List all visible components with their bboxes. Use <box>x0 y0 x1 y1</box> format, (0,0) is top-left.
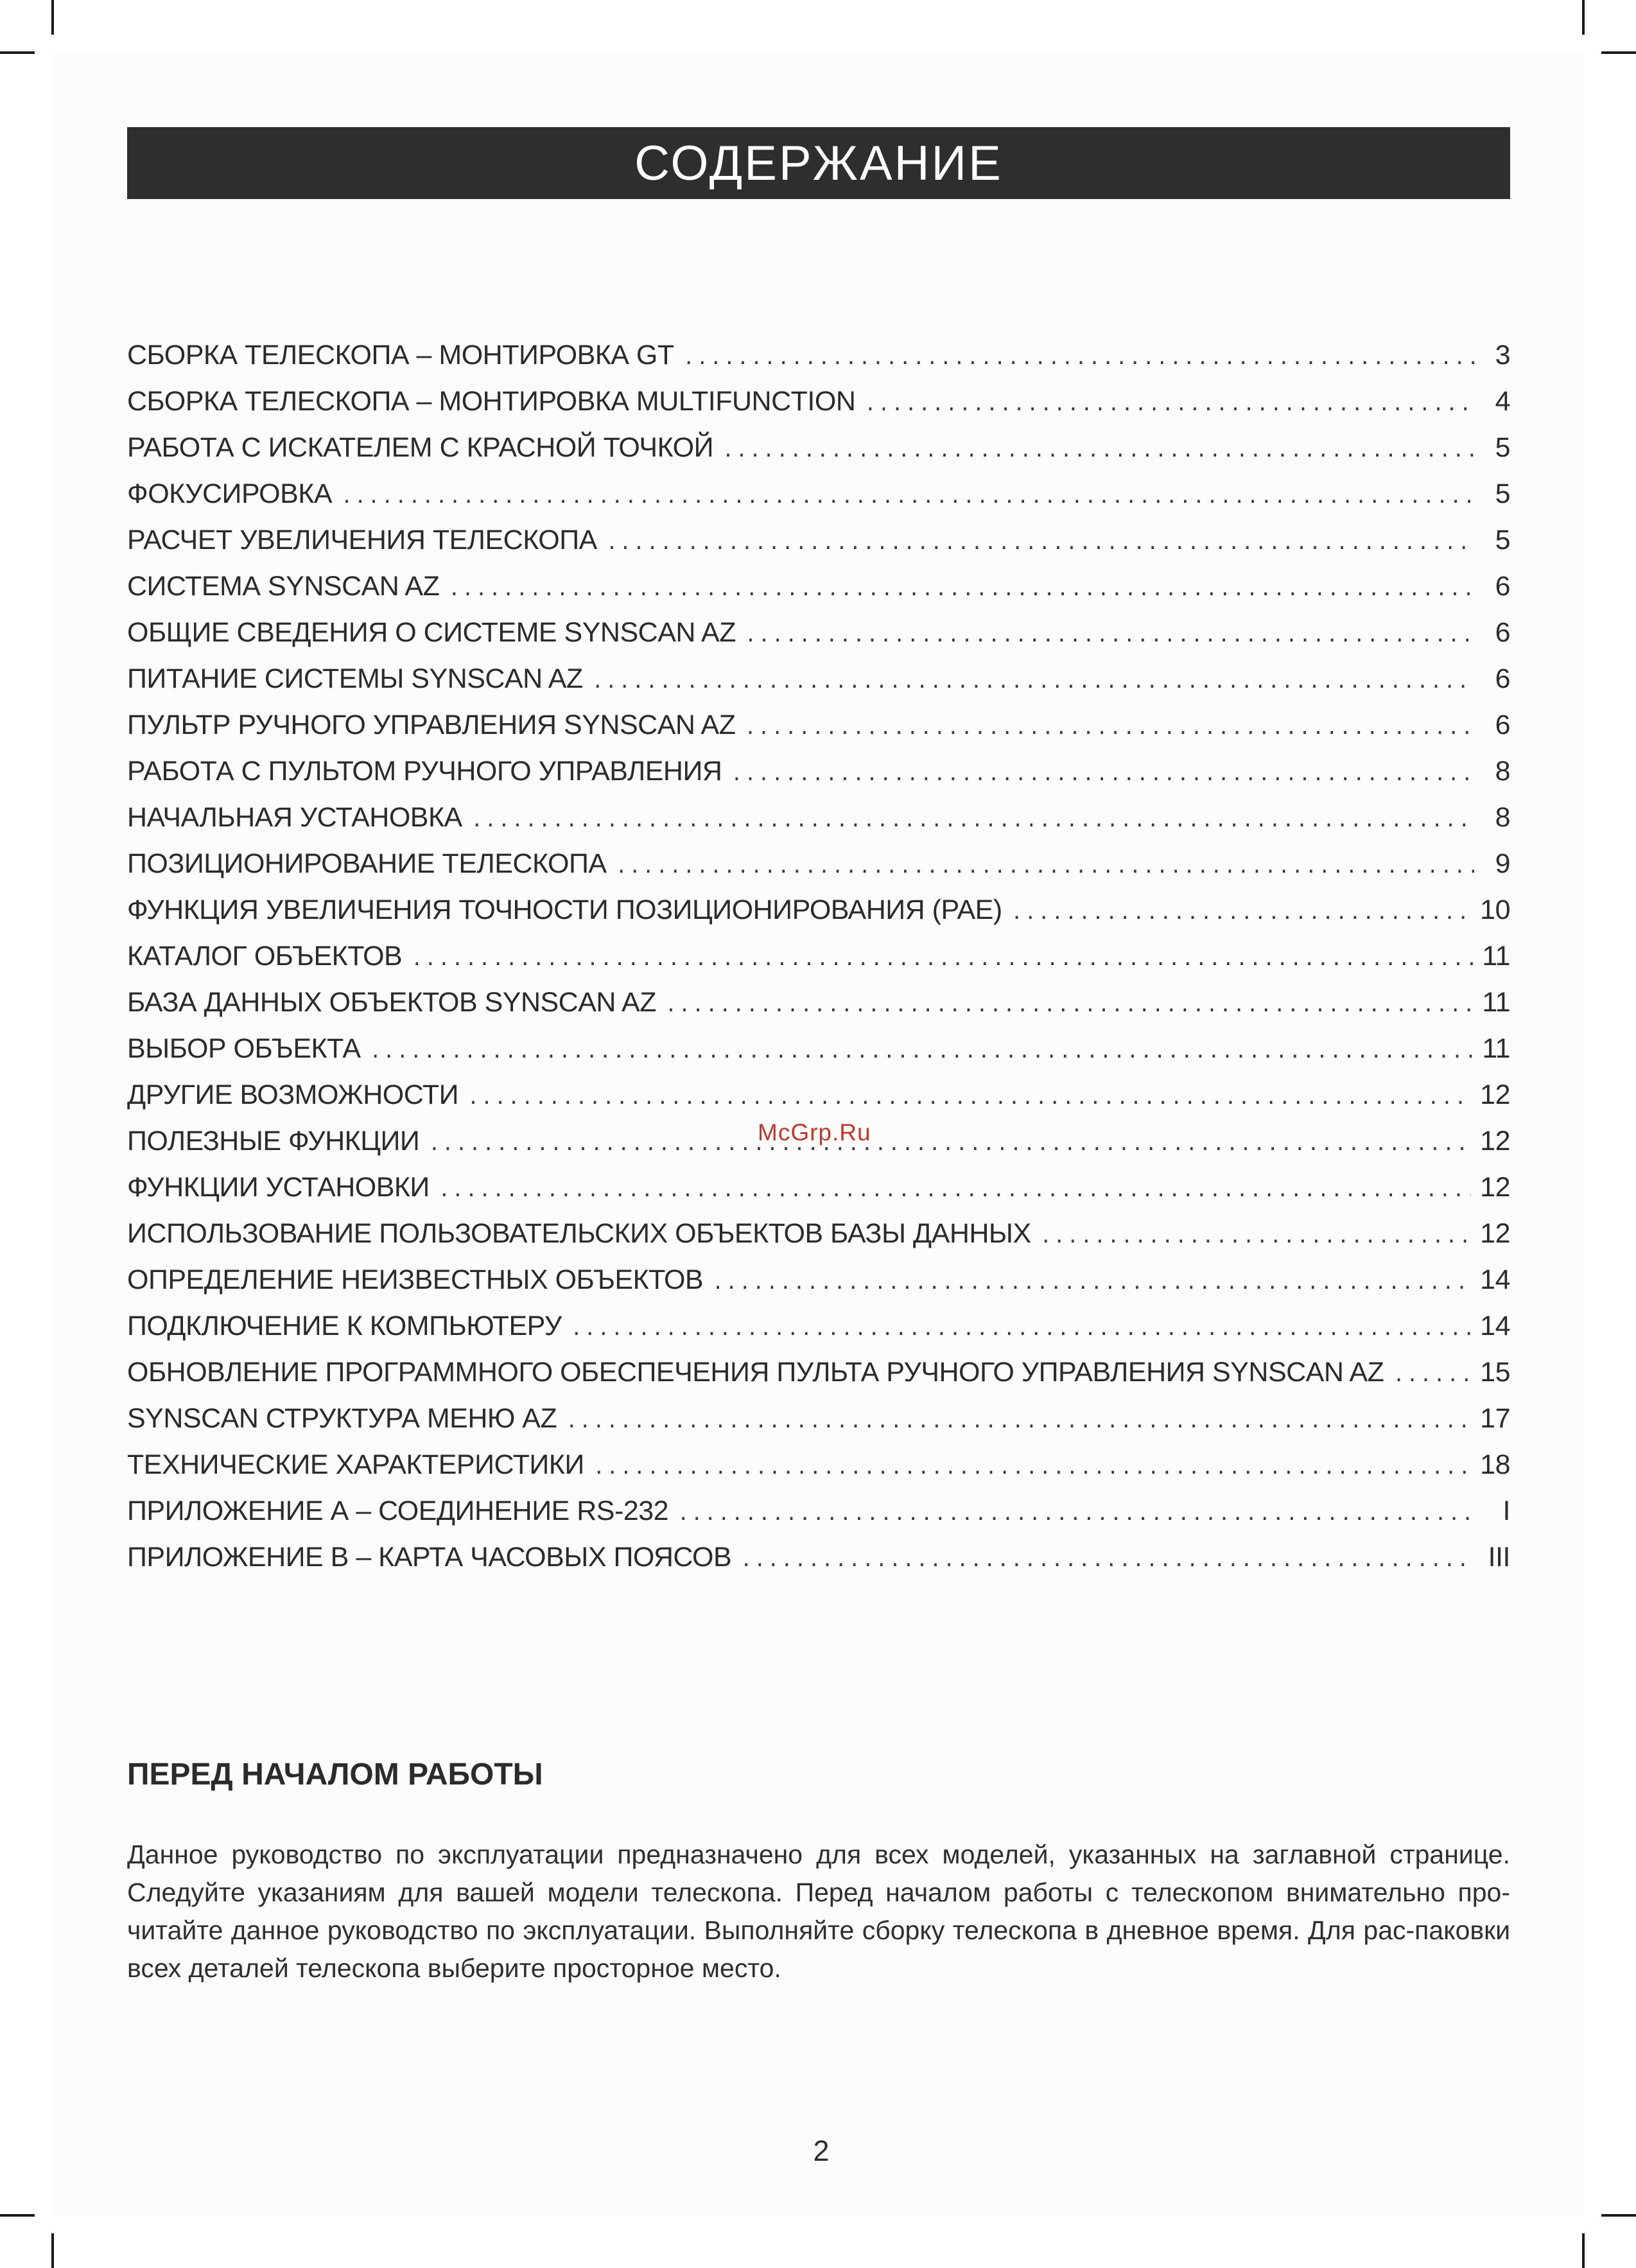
toc-entry-title: ПУЛЬТР РУЧНОГО УПРАВЛЕНИЯ SYNSCAN AZ <box>127 710 736 740</box>
toc-entry-title: РАБОТА С ИСКАТЕЛЕМ С КРАСНОЙ ТОЧКОЙ <box>127 432 713 463</box>
toc-entry-title: ФОКУСИРОВКА <box>127 478 333 509</box>
toc-dot-leader <box>341 474 1474 520</box>
toc-entry-page: 6 <box>1495 571 1510 602</box>
toc-entry-page: 9 <box>1495 848 1510 879</box>
toc-entry-page: 5 <box>1495 525 1510 555</box>
toc-dot-leader <box>683 335 1474 381</box>
toc-dot-leader <box>606 520 1474 566</box>
toc-dot-leader <box>616 844 1474 890</box>
toc-dot-leader <box>1040 1214 1471 1260</box>
toc-entry[interactable] <box>127 1303 1510 1349</box>
toc-entry-page: I <box>1502 1496 1510 1526</box>
toc-entry-page: 12 <box>1480 1172 1510 1203</box>
crop-mark-top-right-vertical <box>1582 0 1585 35</box>
toc-dot-leader <box>467 1075 1471 1121</box>
toc-entry-title: ПОЗИЦИОНИРОВАНИЕ ТЕЛЕСКОПА <box>127 848 607 879</box>
toc-entry-title: ПОДКЛЮЧЕНИЕ К КОМПЬЮТЕРУ <box>127 1311 562 1341</box>
section-heading: ПЕРЕД НАЧАЛОМ РАБОТЫ <box>127 1758 543 1792</box>
toc-dot-leader <box>677 1491 1474 1537</box>
toc-entry[interactable] <box>127 1488 1510 1534</box>
toc-entry-page: 14 <box>1480 1311 1510 1341</box>
toc-entry[interactable] <box>127 609 1510 656</box>
toc-entry-title: ОБЩИЕ СВЕДЕНИЯ О СИСТЕМЕ SYNSCAN AZ <box>127 617 736 648</box>
section-body: Данное руководство по эксплуатации предназначено для всех моделей, указанных на заглавной странице. Следуйте указаниям для вашей модели телескопа. Перед началом работы с телескопом внимательно про-читайте данное руководство по эксплуатации. Выполняйте сборку телескопа в дневное время. Для рас-паковки всех деталей телескопа выберите просторное место. <box>127 1840 1510 1983</box>
toc-entry[interactable] <box>127 1395 1510 1442</box>
crop-mark-bottom-right-horizontal <box>1601 2214 1636 2217</box>
toc-entry-page: 10 <box>1480 894 1510 925</box>
toc-dot-leader <box>744 705 1474 751</box>
toc-entry-page: 11 <box>1482 941 1510 972</box>
crop-mark-bottom-left-vertical <box>51 2233 54 2268</box>
toc-entry-title: ПРИЛОЖЕНИЕ А – СОЕДИНЕНИЕ RS-232 <box>127 1496 669 1526</box>
toc-entry[interactable] <box>127 933 1510 979</box>
crop-mark-top-left-horizontal <box>0 51 35 54</box>
toc-entry[interactable] <box>127 563 1510 609</box>
toc-entry-page: 17 <box>1480 1403 1510 1434</box>
toc-entry-page: 5 <box>1495 478 1510 509</box>
crop-mark-top-right-horizontal <box>1601 51 1636 54</box>
toc-entry-page: 6 <box>1495 617 1510 648</box>
toc-dot-leader <box>370 1029 1474 1075</box>
toc-entry-title: НАЧАЛЬНАЯ УСТАНОВКА <box>127 802 462 833</box>
watermark: McGrp.Ru <box>758 1119 871 1146</box>
toc-entry[interactable] <box>127 1442 1510 1488</box>
toc-entry[interactable] <box>127 1534 1510 1580</box>
toc-entry-title: БАЗА ДАННЫХ ОБЪЕКТОВ SYNSCAN AZ <box>127 987 656 1018</box>
toc-entry-title: СИСТЕМА SYNSCAN AZ <box>127 571 440 602</box>
toc-entry[interactable] <box>127 1257 1510 1303</box>
toc-dot-leader <box>439 1167 1471 1214</box>
toc-entry[interactable] <box>127 887 1510 933</box>
toc-entry-page: 5 <box>1495 432 1510 463</box>
toc-entry[interactable] <box>127 332 1510 378</box>
toc-entry-page: 8 <box>1495 756 1510 787</box>
toc-entry-title: ОПРЕДЕЛЕНИЕ НЕИЗВЕСТНЫХ ОБЪЕКТОВ <box>127 1264 704 1295</box>
toc-dot-leader <box>712 1260 1471 1306</box>
toc-dot-leader <box>1393 1352 1471 1399</box>
toc-entry-page: 18 <box>1480 1449 1510 1480</box>
toc-entry-title: ПИТАНИЕ СИСТЕМЫ SYNSCAN AZ <box>127 663 583 694</box>
toc-entry-page: 6 <box>1495 710 1510 740</box>
toc-entry[interactable] <box>127 841 1510 887</box>
crop-mark-bottom-right-vertical <box>1582 2233 1585 2268</box>
toc-entry-title: КАТАЛОГ ОБЪЕКТОВ <box>127 941 403 972</box>
toc-entry[interactable] <box>127 1072 1510 1118</box>
toc-entry[interactable] <box>127 378 1510 424</box>
toc-entry[interactable] <box>127 1349 1510 1395</box>
toc-entry-title: СБОРКА ТЕЛЕСКОПА – МОНТИРОВКА MULTIFUNCTION <box>127 386 856 417</box>
toc-entry-title: ПРИЛОЖЕНИЕ В – КАРТА ЧАСОВЫХ ПОЯСОВ <box>127 1542 732 1573</box>
toc-entry[interactable] <box>127 517 1510 563</box>
toc-entry[interactable] <box>127 748 1510 794</box>
toc-entry-page: 12 <box>1480 1126 1510 1156</box>
toc-dot-leader <box>1011 890 1472 936</box>
toc-entry[interactable] <box>127 794 1510 841</box>
toc-dot-leader <box>722 428 1474 474</box>
toc-entry-title: SYNSCAN СТРУКТУРА МЕНЮ AZ <box>127 1403 557 1434</box>
toc-entry-title: ИСПОЛЬЗОВАНИЕ ПОЛЬЗОВАТЕЛЬСКИХ ОБЪЕКТОВ БАЗЫ ДАННЫХ <box>127 1218 1031 1249</box>
toc-dot-leader <box>471 798 1474 844</box>
toc-dot-leader <box>740 1537 1474 1583</box>
toc-entry-title: РАСЧЕТ УВЕЛИЧЕНИЯ ТЕЛЕСКОПА <box>127 525 597 555</box>
toc-dot-leader <box>448 566 1474 613</box>
toc-entry[interactable] <box>127 656 1510 702</box>
page-title: СОДЕРЖАНИЕ <box>127 127 1510 199</box>
toc-entry[interactable] <box>127 424 1510 471</box>
toc-dot-leader <box>592 659 1474 705</box>
toc-entry[interactable] <box>127 979 1510 1025</box>
toc-dot-leader <box>593 1445 1471 1491</box>
toc-entry[interactable] <box>127 471 1510 517</box>
toc-entry-page: 12 <box>1480 1079 1510 1110</box>
page-number: 2 <box>813 2134 830 2167</box>
toc-entry-title: ФУНКЦИЯ УВЕЛИЧЕНИЯ ТОЧНОСТИ ПОЗИЦИОНИРОВАНИЯ (PAE) <box>127 894 1002 925</box>
toc-dot-leader <box>745 613 1474 659</box>
toc-entry-page: 8 <box>1495 802 1510 833</box>
toc-entry-title: ОБНОВЛЕНИЕ ПРОГРАММНОГО ОБЕСПЕЧЕНИЯ ПУЛЬТА РУЧНОГО УПРАВЛЕНИЯ SYNSCAN AZ <box>127 1357 1384 1388</box>
toc-entry-page: 15 <box>1480 1357 1510 1388</box>
toc-entry-page: 6 <box>1495 663 1510 694</box>
toc-entry-page: 11 <box>1482 987 1510 1018</box>
toc-entry[interactable] <box>127 1164 1510 1210</box>
toc-dot-leader <box>731 751 1474 798</box>
toc-entry-page: 4 <box>1495 386 1510 417</box>
crop-mark-bottom-left-horizontal <box>0 2214 35 2217</box>
toc-dot-leader <box>665 982 1473 1029</box>
toc-entry[interactable] <box>127 1210 1510 1257</box>
toc-entry[interactable] <box>127 1025 1510 1072</box>
toc-entry-title: ВЫБОР ОБЪЕКТА <box>127 1033 361 1064</box>
toc-entry-title: ТЕХНИЧЕСКИЕ ХАРАКТЕРИСТИКИ <box>127 1449 584 1480</box>
toc-dot-leader <box>411 936 1473 982</box>
toc-dot-leader <box>428 1121 1471 1167</box>
toc-entry-title: ДРУГИЕ ВОЗМОЖНОСТИ <box>127 1079 458 1110</box>
toc-entry[interactable] <box>127 702 1510 748</box>
toc-entry-title: ФУНКЦИИ УСТАНОВКИ <box>127 1172 430 1203</box>
toc-dot-leader <box>864 381 1474 428</box>
toc-dot-leader <box>566 1399 1471 1445</box>
toc-entry-page: III <box>1488 1542 1510 1573</box>
toc-entry-title: СБОРКА ТЕЛЕСКОПА – МОНТИРОВКА GT <box>127 340 674 371</box>
toc-entry-page: 14 <box>1480 1264 1510 1295</box>
toc-entry-page: 11 <box>1482 1033 1510 1064</box>
toc-entry-title: ПОЛЕЗНЫЕ ФУНКЦИИ <box>127 1126 420 1156</box>
toc-entry-page: 3 <box>1495 340 1510 371</box>
table-of-contents <box>127 332 1510 1580</box>
crop-mark-top-left-vertical <box>51 0 54 35</box>
toc-dot-leader <box>571 1306 1471 1352</box>
toc-entry-page: 12 <box>1480 1218 1510 1249</box>
toc-entry-title: РАБОТА С ПУЛЬТОМ РУЧНОГО УПРАВЛЕНИЯ <box>127 756 722 787</box>
